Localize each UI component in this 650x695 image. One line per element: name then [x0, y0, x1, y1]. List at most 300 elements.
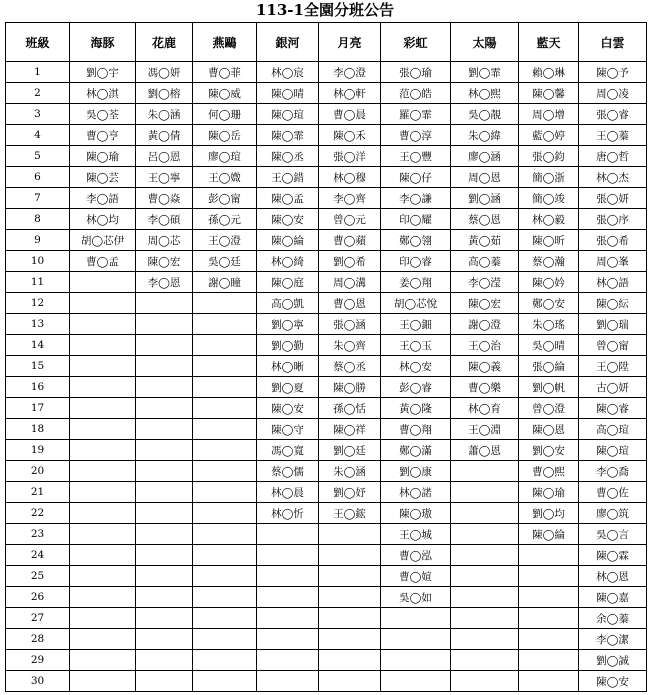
- empty-cell: [136, 524, 193, 545]
- empty-cell: [381, 671, 451, 692]
- empty-cell: [70, 671, 136, 692]
- student-name-cell: 林◯安: [381, 356, 451, 377]
- empty-cell: [451, 671, 519, 692]
- row-number: 9: [6, 230, 70, 251]
- student-name-cell: 吳◯言: [579, 524, 647, 545]
- row-number: 22: [6, 503, 70, 524]
- student-name-cell: 陳◯孟: [257, 188, 319, 209]
- student-name-cell: 陳◯瑜: [70, 146, 136, 167]
- table-row: [6, 83, 647, 104]
- row-number: 13: [6, 314, 70, 335]
- student-name-cell: 陳◯威: [193, 83, 257, 104]
- student-name-cell: 彭◯睿: [381, 377, 451, 398]
- student-name-cell: 周◯恩: [451, 167, 519, 188]
- student-name-cell: 吳◯廷: [193, 251, 257, 272]
- empty-cell: [193, 482, 257, 503]
- table-row: [6, 503, 647, 524]
- empty-cell: [70, 503, 136, 524]
- row-number: 25: [6, 566, 70, 587]
- table-row: [6, 482, 647, 503]
- student-name-cell: 黃◯隆: [381, 398, 451, 419]
- student-name-cell: 朱◯齊: [319, 335, 381, 356]
- student-name-cell: 陳◯瑜: [519, 482, 579, 503]
- student-name-cell: 王◯淵: [451, 419, 519, 440]
- student-name-cell: 曹◯淳: [381, 125, 451, 146]
- student-name-cell: 王◯鋐: [319, 503, 381, 524]
- empty-cell: [70, 587, 136, 608]
- student-name-cell: 曹◯蘋: [319, 230, 381, 251]
- student-name-cell: 陳◯霖: [579, 545, 647, 566]
- page-title: 113-1全園分班公告: [256, 1, 394, 19]
- empty-cell: [451, 482, 519, 503]
- table-row: [6, 650, 647, 671]
- student-name-cell: 林◯晨: [257, 482, 319, 503]
- student-name-cell: 王◯陞: [579, 356, 647, 377]
- table-row: [6, 209, 647, 230]
- student-name-cell: 吳◯晴: [519, 335, 579, 356]
- row-number: 12: [6, 293, 70, 314]
- student-name-cell: 曹◯菲: [193, 62, 257, 83]
- empty-cell: [451, 545, 519, 566]
- column-header-class: 海豚: [70, 23, 136, 62]
- empty-cell: [70, 293, 136, 314]
- empty-cell: [193, 545, 257, 566]
- student-name-cell: 張◯序: [579, 209, 647, 230]
- student-name-cell: 胡◯芯伊: [70, 230, 136, 251]
- row-number: 15: [6, 356, 70, 377]
- student-name-cell: 王◯錯: [257, 167, 319, 188]
- student-name-cell: 廖◯筑: [579, 503, 647, 524]
- empty-cell: [257, 524, 319, 545]
- empty-cell: [193, 629, 257, 650]
- student-name-cell: 蔡◯瀚: [519, 251, 579, 272]
- empty-cell: [257, 566, 319, 587]
- roster-body: [6, 62, 647, 692]
- row-number: 6: [6, 167, 70, 188]
- student-name-cell: 廖◯瑄: [193, 146, 257, 167]
- table-row: [6, 335, 647, 356]
- table-row: [6, 167, 647, 188]
- empty-cell: [381, 629, 451, 650]
- empty-cell: [136, 629, 193, 650]
- row-number: 1: [6, 62, 70, 83]
- student-name-cell: 曹◯熙: [519, 461, 579, 482]
- empty-cell: [451, 608, 519, 629]
- student-name-cell: 陳◯芸: [70, 167, 136, 188]
- student-name-cell: 張◯涵: [319, 314, 381, 335]
- header-row: [6, 23, 647, 62]
- empty-cell: [451, 461, 519, 482]
- empty-cell: [257, 587, 319, 608]
- student-name-cell: 林◯淇: [70, 83, 136, 104]
- student-name-cell: 曹◯晨: [319, 104, 381, 125]
- student-name-cell: 張◯妍: [579, 188, 647, 209]
- student-name-cell: 張◯希: [579, 230, 647, 251]
- student-name-cell: 林◯晰: [257, 356, 319, 377]
- student-name-cell: 陳◯昕: [519, 230, 579, 251]
- student-name-cell: 謝◯瞳: [193, 272, 257, 293]
- student-name-cell: 李◯澄: [319, 62, 381, 83]
- student-name-cell: 呂◯恩: [136, 146, 193, 167]
- student-name-cell: 孫◯元: [193, 209, 257, 230]
- student-name-cell: 曹◯亨: [70, 125, 136, 146]
- empty-cell: [193, 524, 257, 545]
- student-name-cell: 胡◯芯悅: [381, 293, 451, 314]
- row-number: 8: [6, 209, 70, 230]
- empty-cell: [136, 440, 193, 461]
- student-name-cell: 陳◯宏: [136, 251, 193, 272]
- empty-cell: [193, 503, 257, 524]
- table-row: [6, 671, 647, 692]
- student-name-cell: 王◯媺: [193, 167, 257, 188]
- empty-cell: [136, 356, 193, 377]
- student-name-cell: 吳◯荃: [70, 104, 136, 125]
- student-name-cell: 李◯語: [70, 188, 136, 209]
- student-name-cell: 陳◯瑄: [257, 104, 319, 125]
- student-name-cell: 黃◯茹: [451, 230, 519, 251]
- column-header-class: 月亮: [319, 23, 381, 62]
- table-row: [6, 524, 647, 545]
- student-name-cell: 周◯凌: [579, 83, 647, 104]
- student-name-cell: 陳◯宏: [451, 293, 519, 314]
- student-name-cell: 鄭◯滿: [381, 440, 451, 461]
- student-name-cell: 范◯皓: [381, 83, 451, 104]
- empty-cell: [136, 587, 193, 608]
- empty-cell: [519, 650, 579, 671]
- student-name-cell: 姜◯翔: [381, 272, 451, 293]
- student-name-cell: 曹◯焱: [136, 188, 193, 209]
- empty-cell: [319, 524, 381, 545]
- student-name-cell: 高◯瑄: [579, 419, 647, 440]
- table-row: [6, 545, 647, 566]
- student-name-cell: 劉◯安: [519, 440, 579, 461]
- student-name-cell: 劉◯妤: [319, 482, 381, 503]
- table-row: [6, 629, 647, 650]
- row-number: 17: [6, 398, 70, 419]
- student-name-cell: 林◯杰: [579, 167, 647, 188]
- table-row: [6, 419, 647, 440]
- empty-cell: [451, 503, 519, 524]
- row-number: 27: [6, 608, 70, 629]
- row-number: 10: [6, 251, 70, 272]
- student-name-cell: 曾◯甯: [579, 335, 647, 356]
- student-name-cell: 周◯增: [519, 104, 579, 125]
- empty-cell: [70, 335, 136, 356]
- student-name-cell: 王◯城: [381, 524, 451, 545]
- student-name-cell: 劉◯涵: [451, 188, 519, 209]
- student-name-cell: 陳◯安: [579, 671, 647, 692]
- table-row: [6, 146, 647, 167]
- empty-cell: [193, 650, 257, 671]
- student-name-cell: 陳◯嘉: [579, 587, 647, 608]
- empty-cell: [381, 608, 451, 629]
- table-row: [6, 188, 647, 209]
- empty-cell: [136, 314, 193, 335]
- student-name-cell: 劉◯寧: [257, 314, 319, 335]
- empty-cell: [319, 608, 381, 629]
- student-name-cell: 林◯語: [579, 272, 647, 293]
- empty-cell: [70, 629, 136, 650]
- empty-cell: [451, 650, 519, 671]
- student-name-cell: 陳◯予: [579, 62, 647, 83]
- row-number: 18: [6, 419, 70, 440]
- column-header-class: 花鹿: [136, 23, 193, 62]
- column-header-class-number: 班級: [6, 23, 70, 62]
- student-name-cell: 王◯蓁: [579, 125, 647, 146]
- empty-cell: [136, 608, 193, 629]
- student-name-cell: 王◯治: [451, 335, 519, 356]
- student-name-cell: 王◯寧: [136, 167, 193, 188]
- empty-cell: [70, 566, 136, 587]
- student-name-cell: 李◯喬: [579, 461, 647, 482]
- column-header-class: 太陽: [451, 23, 519, 62]
- empty-cell: [519, 629, 579, 650]
- student-name-cell: 陳◯綸: [257, 230, 319, 251]
- row-number: 23: [6, 524, 70, 545]
- empty-cell: [136, 503, 193, 524]
- student-name-cell: 劉◯希: [319, 251, 381, 272]
- empty-cell: [136, 335, 193, 356]
- empty-cell: [319, 587, 381, 608]
- student-name-cell: 張◯洋: [319, 146, 381, 167]
- student-name-cell: 林◯均: [70, 209, 136, 230]
- empty-cell: [70, 398, 136, 419]
- column-header-class: 銀河: [257, 23, 319, 62]
- student-name-cell: 劉◯康: [381, 461, 451, 482]
- student-name-cell: 賴◯琳: [519, 62, 579, 83]
- row-number: 7: [6, 188, 70, 209]
- table-row: [6, 62, 647, 83]
- student-name-cell: 陳◯庭: [257, 272, 319, 293]
- row-number: 2: [6, 83, 70, 104]
- column-header-class: 彩虹: [381, 23, 451, 62]
- student-name-cell: 彭◯甯: [193, 188, 257, 209]
- empty-cell: [381, 650, 451, 671]
- student-name-cell: 陳◯仔: [381, 167, 451, 188]
- empty-cell: [136, 482, 193, 503]
- student-name-cell: 印◯睿: [381, 251, 451, 272]
- empty-cell: [319, 545, 381, 566]
- student-name-cell: 張◯鈞: [519, 146, 579, 167]
- student-name-cell: 林◯穆: [319, 167, 381, 188]
- student-name-cell: 吳◯如: [381, 587, 451, 608]
- student-name-cell: 廖◯涵: [451, 146, 519, 167]
- row-number: 26: [6, 587, 70, 608]
- empty-cell: [451, 587, 519, 608]
- student-name-cell: 林◯育: [451, 398, 519, 419]
- student-name-cell: 曹◯媗: [381, 566, 451, 587]
- row-number: 11: [6, 272, 70, 293]
- empty-cell: [519, 608, 579, 629]
- table-row: [6, 272, 647, 293]
- empty-cell: [519, 587, 579, 608]
- student-name-cell: 陳◯晴: [257, 83, 319, 104]
- student-name-cell: 羅◯霏: [381, 104, 451, 125]
- student-name-cell: 陳◯霏: [257, 125, 319, 146]
- student-name-cell: 蔡◯丞: [319, 356, 381, 377]
- empty-cell: [257, 629, 319, 650]
- empty-cell: [70, 608, 136, 629]
- empty-cell: [319, 566, 381, 587]
- student-name-cell: 陳◯綸: [519, 524, 579, 545]
- student-name-cell: 陳◯馨: [519, 83, 579, 104]
- student-name-cell: 王◯澄: [193, 230, 257, 251]
- student-name-cell: 朱◯涵: [136, 104, 193, 125]
- student-name-cell: 王◯玉: [381, 335, 451, 356]
- student-name-cell: 林◯軒: [319, 83, 381, 104]
- student-name-cell: 陳◯守: [257, 419, 319, 440]
- table-row: [6, 461, 647, 482]
- column-header-class: 白雲: [579, 23, 647, 62]
- student-name-cell: 余◯蓁: [579, 608, 647, 629]
- row-number: 20: [6, 461, 70, 482]
- empty-cell: [193, 293, 257, 314]
- student-name-cell: 劉◯誠: [579, 650, 647, 671]
- student-name-cell: 簡◯竣: [519, 188, 579, 209]
- student-name-cell: 蔡◯恩: [451, 209, 519, 230]
- empty-cell: [193, 398, 257, 419]
- table-row: [6, 104, 647, 125]
- student-name-cell: 陳◯瑄: [579, 440, 647, 461]
- student-name-cell: 曹◯孟: [70, 251, 136, 272]
- student-name-cell: 陳◯岳: [193, 125, 257, 146]
- empty-cell: [193, 356, 257, 377]
- student-name-cell: 劉◯均: [519, 503, 579, 524]
- student-name-cell: 馮◯妍: [136, 62, 193, 83]
- empty-cell: [193, 566, 257, 587]
- empty-cell: [451, 524, 519, 545]
- empty-cell: [136, 377, 193, 398]
- student-name-cell: 周◯溝: [319, 272, 381, 293]
- student-name-cell: 陳◯義: [451, 356, 519, 377]
- student-name-cell: 高◯蓁: [451, 251, 519, 272]
- empty-cell: [451, 566, 519, 587]
- empty-cell: [319, 650, 381, 671]
- student-name-cell: 曹◯恩: [319, 293, 381, 314]
- empty-cell: [193, 587, 257, 608]
- student-name-cell: 謝◯澄: [451, 314, 519, 335]
- row-number: 5: [6, 146, 70, 167]
- empty-cell: [257, 650, 319, 671]
- student-name-cell: 吳◯靚: [451, 104, 519, 125]
- empty-cell: [519, 671, 579, 692]
- student-name-cell: 張◯瑜: [381, 62, 451, 83]
- table-row: [6, 314, 647, 335]
- student-name-cell: 陳◯勝: [319, 377, 381, 398]
- row-number: 14: [6, 335, 70, 356]
- student-name-cell: 王◯豐: [381, 146, 451, 167]
- empty-cell: [70, 482, 136, 503]
- empty-cell: [136, 419, 193, 440]
- empty-cell: [136, 545, 193, 566]
- empty-cell: [193, 461, 257, 482]
- table-row: [6, 377, 647, 398]
- empty-cell: [193, 314, 257, 335]
- student-name-cell: 林◯毅: [519, 209, 579, 230]
- empty-cell: [70, 314, 136, 335]
- table-row: [6, 251, 647, 272]
- student-name-cell: 陳◯紜: [579, 293, 647, 314]
- student-name-cell: 陳◯睿: [579, 398, 647, 419]
- student-name-cell: 林◯諾: [381, 482, 451, 503]
- row-number: 24: [6, 545, 70, 566]
- student-name-cell: 周◯峯: [579, 251, 647, 272]
- student-name-cell: 張◯睿: [579, 104, 647, 125]
- table-row: [6, 398, 647, 419]
- student-name-cell: 劉◯瑞: [579, 314, 647, 335]
- student-name-cell: 朱◯瑤: [519, 314, 579, 335]
- table-row: [6, 293, 647, 314]
- student-name-cell: 陳◯安: [257, 398, 319, 419]
- empty-cell: [70, 356, 136, 377]
- student-name-cell: 陳◯恩: [519, 419, 579, 440]
- empty-cell: [70, 545, 136, 566]
- empty-cell: [70, 524, 136, 545]
- student-name-cell: 陳◯妗: [519, 272, 579, 293]
- student-name-cell: 陳◯丞: [257, 146, 319, 167]
- empty-cell: [136, 566, 193, 587]
- student-name-cell: 林◯宸: [257, 62, 319, 83]
- empty-cell: [136, 671, 193, 692]
- row-number: 21: [6, 482, 70, 503]
- student-name-cell: 何◯珊: [193, 104, 257, 125]
- empty-cell: [193, 671, 257, 692]
- table-row: [6, 356, 647, 377]
- student-name-cell: 曹◯泓: [381, 545, 451, 566]
- empty-cell: [70, 377, 136, 398]
- empty-cell: [193, 608, 257, 629]
- empty-cell: [70, 440, 136, 461]
- student-name-cell: 劉◯宇: [70, 62, 136, 83]
- empty-cell: [193, 335, 257, 356]
- empty-cell: [70, 650, 136, 671]
- student-name-cell: 曾◯澄: [519, 398, 579, 419]
- empty-cell: [519, 545, 579, 566]
- empty-cell: [70, 419, 136, 440]
- empty-cell: [70, 461, 136, 482]
- row-number: 30: [6, 671, 70, 692]
- student-name-cell: 鄭◯安: [519, 293, 579, 314]
- table-row: [6, 566, 647, 587]
- empty-cell: [136, 293, 193, 314]
- student-name-cell: 李◯恩: [136, 272, 193, 293]
- student-name-cell: 黃◯倩: [136, 125, 193, 146]
- table-row: [6, 608, 647, 629]
- student-name-cell: 唐◯哲: [579, 146, 647, 167]
- row-number: 4: [6, 125, 70, 146]
- empty-cell: [451, 629, 519, 650]
- student-name-cell: 林◯熙: [451, 83, 519, 104]
- student-name-cell: 李◯碩: [136, 209, 193, 230]
- student-name-cell: 曹◯樂: [451, 377, 519, 398]
- student-name-cell: 李◯齊: [319, 188, 381, 209]
- column-header-class: 藍天: [519, 23, 579, 62]
- row-number: 3: [6, 104, 70, 125]
- empty-cell: [319, 671, 381, 692]
- student-name-cell: 藍◯婷: [519, 125, 579, 146]
- student-name-cell: 鄭◯翎: [381, 230, 451, 251]
- student-name-cell: 古◯妍: [579, 377, 647, 398]
- student-name-cell: 孫◯恬: [319, 398, 381, 419]
- student-name-cell: 陳◯祥: [319, 419, 381, 440]
- student-name-cell: 李◯滢: [451, 272, 519, 293]
- student-name-cell: 林◯綺: [257, 251, 319, 272]
- empty-cell: [193, 377, 257, 398]
- student-name-cell: 劉◯勤: [257, 335, 319, 356]
- student-name-cell: 張◯綸: [519, 356, 579, 377]
- column-header-class: 燕鷗: [193, 23, 257, 62]
- student-name-cell: 馮◯寬: [257, 440, 319, 461]
